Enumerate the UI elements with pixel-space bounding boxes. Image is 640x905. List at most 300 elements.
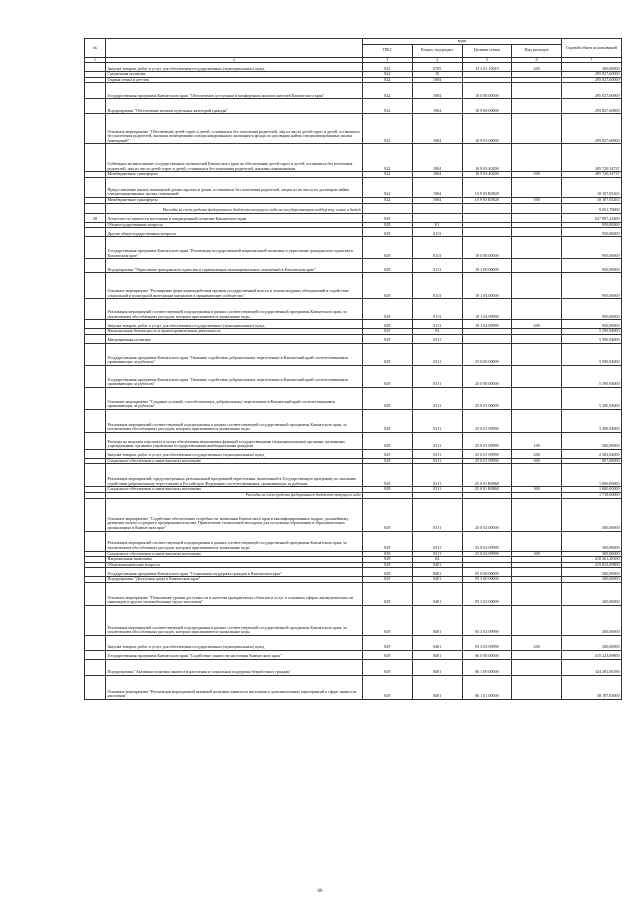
table-row xyxy=(85,568,622,577)
row-grbs: 829 xyxy=(363,458,413,464)
row-grbs: 829 xyxy=(363,635,413,650)
row-section: 0113 xyxy=(412,320,462,329)
row-name: Основное мероприятие "Повышение уровня доступности и качества приоритетных объектов и услуг в основных сферах жизнедеятельности инвалидов и других маломобильных групп населения" xyxy=(106,582,363,605)
row-article: 10 9 03 00000 xyxy=(462,114,512,144)
row-type xyxy=(512,334,562,343)
row-article: 25 0 01 09990 xyxy=(462,432,512,449)
row-sum: 415 223,09800 xyxy=(562,650,622,659)
row-sum: 300,00000 xyxy=(562,498,622,531)
row-section: 0401 xyxy=(412,650,462,659)
row-article: 05 3 02 09990 xyxy=(462,635,512,650)
row-name: Расходы за счет средств федерального бюджета текущего года xyxy=(106,492,363,498)
row-number: 28 xyxy=(85,213,106,222)
row-name: Государственная программа Камчатского края "Оказание содействия добровольному переселению в Камчатский край соотечественников, проживающих за рубежом" xyxy=(106,343,363,365)
row-grbs: 822 xyxy=(363,177,413,197)
row-grbs: 829 xyxy=(363,675,413,699)
row-section: 0113 xyxy=(412,259,462,273)
row-section: 0401 xyxy=(412,659,462,675)
table-row xyxy=(85,144,622,172)
table-row xyxy=(85,177,622,197)
row-sum: 324 281,06190 xyxy=(562,659,622,675)
row-name: Охрана семьи и детства xyxy=(106,77,363,83)
table-row xyxy=(85,114,622,144)
row-number xyxy=(85,343,106,365)
row-section: 1004 xyxy=(412,99,462,114)
row-name: Национальная экономика xyxy=(106,557,363,563)
header-num-2: 2 xyxy=(106,57,363,63)
row-article: 06 1 01 00000 xyxy=(462,675,512,699)
table-row xyxy=(85,320,622,329)
row-sum: 200,00000 xyxy=(562,582,622,605)
header-num-5: 5 xyxy=(462,57,512,63)
row-number xyxy=(85,83,106,99)
row-type xyxy=(512,299,562,320)
row-grbs: 829 xyxy=(363,320,413,329)
row-section: 0311 xyxy=(412,343,462,365)
row-grbs: 822 xyxy=(363,172,413,178)
row-grbs: 829 xyxy=(363,551,413,557)
row-number xyxy=(85,531,106,551)
row-grbs: 822 xyxy=(363,197,413,203)
row-sum: 1 800,00000 xyxy=(562,464,622,487)
row-section: 0401 xyxy=(412,577,462,583)
row-grbs: 829 xyxy=(363,343,413,365)
row-type xyxy=(512,659,562,675)
row-sum: 200,00000 xyxy=(562,577,622,583)
row-type xyxy=(512,464,562,487)
row-name: Расходы за счет средств федерального бюджета текущего года на государственную поддержку семьи и детей xyxy=(106,203,363,213)
row-article xyxy=(462,203,512,213)
table-row xyxy=(85,99,622,114)
row-grbs: 829 xyxy=(363,222,413,228)
row-name: Расходы на выплаты персоналу в целях обеспечения выполнения функций государственными (муниципальными) органами, казенными учреждениями, органами управления государственными внебюджетными фондами xyxy=(106,432,363,449)
row-sum: 10 107,05263 xyxy=(562,177,622,197)
row-section: 0401 xyxy=(412,568,462,577)
table-row xyxy=(85,531,622,551)
row-grbs: 829 xyxy=(363,299,413,320)
row-type: 500 xyxy=(512,197,562,203)
row-sum: 295 827,60000 xyxy=(562,99,622,114)
row-sum: 10 107,05263 xyxy=(562,197,622,203)
row-name: Социальное обеспечение и иные выплаты населению xyxy=(106,458,363,464)
row-name: Закупка товаров, работ и услуг для обеспечения государственных (муниципальных) нужд xyxy=(106,449,363,458)
row-grbs xyxy=(363,203,413,213)
row-name: Основное мероприятие "Содействие обеспечению потребности экономики Камчатского края в квалифицированных кадрах, дальнейшему развитию малого и среднего предпринимательства. Привлечение талантливой молодежи для получения образования в образовательных организациях в Камчатском крае" xyxy=(106,498,363,531)
row-number xyxy=(85,650,106,659)
row-type xyxy=(512,114,562,144)
row-type xyxy=(512,531,562,551)
row-type xyxy=(512,144,562,172)
row-name: Основное мероприятие "Реализация мероприятий активной политики занятости населения и дополнительных мероприятий в сфере занятости населения" xyxy=(106,675,363,699)
row-article: 10 9 03 R0820 xyxy=(462,197,512,203)
row-grbs: 822 xyxy=(363,83,413,99)
row-sum: 200,00000 xyxy=(562,605,622,635)
row-section xyxy=(412,213,462,222)
table-row xyxy=(85,635,622,650)
row-section: 0311 xyxy=(412,449,462,458)
row-sum: 950,00000 xyxy=(562,228,622,237)
row-grbs: 829 xyxy=(363,273,413,299)
row-grbs: 829 xyxy=(363,334,413,343)
row-sum: 295 827,60000 xyxy=(562,114,622,144)
row-name: Государственная программа Камчатского края "Социальная поддержка граждан в Камчатском крае" xyxy=(106,568,363,577)
header-num-1: 1 xyxy=(85,57,106,63)
row-section: 01 xyxy=(412,222,462,228)
table-row xyxy=(85,582,622,605)
row-grbs: 829 xyxy=(363,365,413,387)
row-sum: 295 827,60000 xyxy=(562,83,622,99)
row-name: Предоставление жилых помещений детям-сиротам и детям, оставшимся без попечения родителей, лицам из их числа по договорам найма специализированных жилых помещений xyxy=(106,177,363,197)
row-section: 0401 xyxy=(412,675,462,699)
row-sum: 3 490,94000 xyxy=(562,409,622,432)
row-article: 10 9 00 00000 xyxy=(462,99,512,114)
row-article: 19 1 00 00000 xyxy=(462,259,512,273)
row-grbs: 829 xyxy=(363,605,413,635)
row-type: 200 xyxy=(512,63,562,72)
row-sum: 285 720,54737 xyxy=(562,144,622,172)
row-number xyxy=(85,432,106,449)
row-section: 0311 xyxy=(412,498,462,531)
row-number xyxy=(85,605,106,635)
row-type xyxy=(512,343,562,365)
row-name: Подпрограмма "Доступная среда в Камчатском крае" xyxy=(106,577,363,583)
row-number xyxy=(85,365,106,387)
row-article: 19 1 04 09990 xyxy=(462,320,512,329)
header-grbs: ГРБС xyxy=(363,44,413,57)
row-sum: 285 720,54737 xyxy=(562,172,622,178)
header-codes: коды xyxy=(363,39,562,45)
row-type: 200 xyxy=(512,635,562,650)
table-row xyxy=(85,659,622,675)
row-type xyxy=(512,568,562,577)
row-sum: 950,00000 xyxy=(562,320,622,329)
row-section: 0401 xyxy=(412,562,462,568)
header-num-4: 4 xyxy=(412,57,462,63)
row-number xyxy=(85,334,106,343)
row-type: 200 xyxy=(512,320,562,329)
row-name: Закупка товаров, работ и услуг для обеспечения государственных (муниципальных) нужд xyxy=(106,320,363,329)
row-name: Основное мероприятие "Обеспечение детей-сирот и детей, оставшихся без попечения родителей, лиц из числа детей-сирот и детей, оставшихся без попечения родителей, жилыми помещениями специализированного жилищного фонда по договорам найма специализированных жилых помещений" xyxy=(106,114,363,144)
row-number xyxy=(85,273,106,299)
row-section: 0311 xyxy=(412,365,462,387)
row-name: Межбюджетные трансферты xyxy=(106,197,363,203)
row-name: Реализация мероприятий, предусмотренных региональной программой переселения, включенной в Государственную программу по оказанию содействия добровольному переселению в Российскую Федерацию соотечественников, проживающих за рубежом xyxy=(106,464,363,487)
row-sum: 415 823,09800 xyxy=(562,562,622,568)
row-name: Миграционная политика xyxy=(106,334,363,343)
header-type: Вид расходов xyxy=(512,44,562,57)
row-sum: 295 827,60000 xyxy=(562,77,622,83)
row-sum: 38 197,83000 xyxy=(562,675,622,699)
row-number xyxy=(85,177,106,197)
row-article: 06 1 00 00000 xyxy=(462,659,512,675)
table-row xyxy=(85,498,622,531)
row-type xyxy=(512,273,562,299)
row-name: Общегосударственные вопросы xyxy=(106,222,363,228)
row-name: Реализация мероприятий соответствующей подпрограммы в рамках соответствующей государственной программы Камчатского края, за исключением обособленных расходов, которым присваиваются уникальные коды xyxy=(106,409,363,432)
row-section: 0311 xyxy=(412,458,462,464)
row-sum: 950,00000 xyxy=(562,273,622,299)
table-row xyxy=(85,299,622,320)
row-grbs: 829 xyxy=(363,432,413,449)
row-name: Социальное обеспечение и иные выплаты населению xyxy=(106,551,363,557)
row-sum: 950,00000 xyxy=(562,237,622,259)
row-section: 0311 xyxy=(412,487,462,493)
header-num-7: 7 xyxy=(562,57,622,63)
row-sum: 1 800,00000 xyxy=(562,487,622,493)
row-number xyxy=(85,299,106,320)
table-body xyxy=(85,63,622,700)
header-num-3: 3 xyxy=(363,57,413,63)
row-name: Реализация мероприятий соответствующей подпрограммы в рамках соответствующей государственной программы Камчатского края, за исключением обособленных расходов, которым присваиваются уникальные коды xyxy=(106,299,363,320)
row-grbs: 829 xyxy=(363,650,413,659)
table-row xyxy=(85,334,622,343)
row-section: 0311 xyxy=(412,409,462,432)
row-section: 0113 xyxy=(412,237,462,259)
table-row xyxy=(85,365,622,387)
row-grbs: 822 xyxy=(363,77,413,83)
table-row xyxy=(85,259,622,273)
row-section: 1004 xyxy=(412,172,462,178)
row-article: 25 0 01 09990 xyxy=(462,458,512,464)
row-grbs: 829 xyxy=(363,557,413,563)
row-article: 05 3 02 09990 xyxy=(462,605,512,635)
row-grbs: 822 xyxy=(363,144,413,172)
table-row xyxy=(85,675,622,699)
row-grbs: 829 xyxy=(363,659,413,675)
row-type: 100 xyxy=(512,432,562,449)
row-number xyxy=(85,237,106,259)
row-type: 300 xyxy=(512,487,562,493)
row-sum: 300,00000 xyxy=(562,531,622,551)
row-type xyxy=(512,177,562,197)
row-type xyxy=(512,387,562,409)
row-section: 1004 xyxy=(412,114,462,144)
row-article: 10 9 03 R0820 xyxy=(462,177,512,197)
row-name: Закупка товаров, работ и услуг для обеспечения государственных (муниципальных) нужд xyxy=(106,63,363,72)
row-type xyxy=(512,409,562,432)
row-article: 25 0 01 00000 xyxy=(462,387,512,409)
row-sum: 200,00000 xyxy=(562,432,622,449)
row-section: 0311 xyxy=(412,531,462,551)
row-grbs: 829 xyxy=(363,449,413,458)
row-name: Национальная безопасность и правоохранительная деятельность xyxy=(106,329,363,335)
row-name: Агентство по занятости населения и миграционной политике Камчатского края xyxy=(106,213,363,222)
row-article xyxy=(462,213,512,222)
row-section: 0401 xyxy=(412,605,462,635)
row-article: 05 0 00 00000 xyxy=(462,568,512,577)
row-section: 04 xyxy=(412,557,462,563)
row-name: Другие общегосударственные вопросы xyxy=(106,228,363,237)
row-sum: 950,00000 xyxy=(562,222,622,228)
row-number xyxy=(85,659,106,675)
row-section: 0311 xyxy=(412,464,462,487)
row-number xyxy=(85,259,106,273)
row-name: Государственная программа Камчатского края "Реализация государственной национальной политики и укрепление гражданского единства в Камчатском крае" xyxy=(106,237,363,259)
row-grbs: 829 xyxy=(363,582,413,605)
row-sum: 418 261,28100 xyxy=(562,557,622,563)
table-row xyxy=(85,83,622,99)
row-sum: 295 827,60000 xyxy=(562,72,622,78)
row-grbs: 829 xyxy=(363,387,413,409)
table-row xyxy=(85,605,622,635)
row-sum: 5 590,94000 xyxy=(562,365,622,387)
row-grbs: 822 xyxy=(363,63,413,72)
row-name: Основное мероприятие "Создание условий, способствующих добровольному переселению в Камчатский край соотечественников, проживающих за рубежом" xyxy=(106,387,363,409)
row-section: 03 xyxy=(412,329,462,335)
row-section: 1004 xyxy=(412,197,462,203)
row-article: 06 0 00 00000 xyxy=(462,650,512,659)
row-article: 25 0 02 00000 xyxy=(462,498,512,531)
budget-table xyxy=(84,38,622,700)
row-name: Субвенции на выполнение государственных полномочий Камчатского края по обеспечению детей-сирот и детей, оставшихся без попечения родителей, лиц из числа детей-сирот и детей, оставшихся без попечения родителей, жилыми помещениями xyxy=(106,144,363,172)
table-row xyxy=(85,343,622,365)
row-type: 200 xyxy=(512,449,562,458)
row-grbs: 829 xyxy=(363,498,413,531)
row-grbs: 829 xyxy=(363,568,413,577)
row-grbs: 822 xyxy=(363,72,413,78)
table-row xyxy=(85,650,622,659)
row-sum: 950,00000 xyxy=(562,259,622,273)
row-number xyxy=(85,387,106,409)
header-section: Раздел, под-раздел xyxy=(412,44,462,57)
row-type xyxy=(512,213,562,222)
row-type xyxy=(512,675,562,699)
row-type: 500 xyxy=(512,172,562,178)
table-row xyxy=(85,213,622,222)
table-row xyxy=(85,63,622,72)
row-article: 10 9 03 40290 xyxy=(462,144,512,172)
row-article: 10 0 00 00000 xyxy=(462,83,512,99)
header-sum: Годовой объем ассигнований xyxy=(562,39,622,58)
row-name: Общеэкономические вопросы xyxy=(106,562,363,568)
row-type: 300 xyxy=(512,551,562,557)
row-section: 0401 xyxy=(412,582,462,605)
header-num-6: 6 xyxy=(512,57,562,63)
row-article: 19 1 04 09990 xyxy=(462,299,512,320)
table-row xyxy=(85,228,622,237)
row-grbs: 829 xyxy=(363,464,413,487)
row-number xyxy=(85,635,106,650)
row-number xyxy=(85,675,106,699)
row-article xyxy=(462,228,512,237)
row-type xyxy=(512,203,562,213)
row-number xyxy=(85,114,106,144)
row-section: 0311 xyxy=(412,387,462,409)
row-type xyxy=(512,259,562,273)
row-name: Межбюджетные трансферты xyxy=(106,172,363,178)
row-number xyxy=(85,498,106,531)
row-number xyxy=(85,99,106,114)
row-grbs: 829 xyxy=(363,577,413,583)
row-sum: 200,00000 xyxy=(562,635,622,650)
row-article: 05 3 00 00000 xyxy=(462,577,512,583)
row-sum: 300,00000 xyxy=(562,63,622,72)
row-type xyxy=(512,605,562,635)
row-article: 25 0 01 R0860 xyxy=(462,487,512,493)
table-row xyxy=(85,387,622,409)
row-section: 0311 xyxy=(412,334,462,343)
row-grbs: 822 xyxy=(363,114,413,144)
row-sum: 5 290,94000 xyxy=(562,387,622,409)
row-grbs: 829 xyxy=(363,228,413,237)
header-name xyxy=(106,39,363,58)
row-number xyxy=(85,203,106,213)
row-article: 25 0 02 09990 xyxy=(462,551,512,557)
row-section: 0113 xyxy=(412,228,462,237)
row-article: 19 1 04 00000 xyxy=(462,273,512,299)
row-type xyxy=(512,582,562,605)
header-no: № xyxy=(85,39,106,58)
row-name: Закупка товаров, работ и услуг для обеспечения государственных (муниципальных) нужд xyxy=(106,635,363,650)
row-number xyxy=(85,582,106,605)
row-article: 25 0 01 09990 xyxy=(462,409,512,432)
row-section: 1004 xyxy=(412,177,462,197)
row-grbs: 829 xyxy=(363,329,413,335)
row-type: 300 xyxy=(512,458,562,464)
row-article xyxy=(462,334,512,343)
row-name: Подпрограмма "Укрепление гражданского единства и гармонизация межнациональных отношений в Камчатском крае" xyxy=(106,259,363,273)
row-article: 25 0 01 09990 xyxy=(462,449,512,458)
row-section: 0401 xyxy=(412,635,462,650)
row-sum: 5 590,94000 xyxy=(562,343,622,365)
row-number xyxy=(85,63,106,72)
row-name: Основное мероприятие "Расширение форм взаимодействия органов государственной власти и этнокультурных объединений и содействие социальной и культурной интеграции мигрантов в принимающее сообщество" xyxy=(106,273,363,299)
row-sum: 5 590,94000 xyxy=(562,329,622,335)
row-number xyxy=(85,464,106,487)
row-article: 25 0 01 R0860 xyxy=(462,464,512,487)
row-sum: 2 383,94000 xyxy=(562,449,622,458)
row-section: 1004 xyxy=(412,83,462,99)
row-sum: 627 897,22400 xyxy=(562,213,622,222)
row-section: 0113 xyxy=(412,299,462,320)
row-grbs: 829 xyxy=(363,237,413,259)
row-name: Государственная программа Камчатского края "Обеспечение доступным и комфортным жильем жителей Камчатского края" xyxy=(106,83,363,99)
row-name: Подпрограмма "Активная политика занятости населения и социальная поддержка безработных граждан" xyxy=(106,659,363,675)
row-grbs: 829 xyxy=(363,487,413,493)
row-type xyxy=(512,228,562,237)
row-section: 10 xyxy=(412,72,462,78)
row-number xyxy=(85,144,106,172)
row-section xyxy=(412,203,462,213)
page-number: 66 xyxy=(317,889,323,894)
row-sum: 300,00000 xyxy=(562,551,622,557)
row-name: Социальная политика xyxy=(106,72,363,78)
row-sum: 200,00000 xyxy=(562,568,622,577)
table-row xyxy=(85,449,622,458)
row-type xyxy=(512,650,562,659)
table-row xyxy=(85,409,622,432)
row-number xyxy=(85,409,106,432)
table-row xyxy=(85,464,622,487)
row-section: 0311 xyxy=(412,551,462,557)
row-type xyxy=(512,99,562,114)
row-section: 1004 xyxy=(412,144,462,172)
row-sum: 907,00000 xyxy=(562,458,622,464)
row-article: 25 0 02 09990 xyxy=(462,531,512,551)
table-row xyxy=(85,432,622,449)
header-article: Целевая статья xyxy=(462,44,512,57)
row-grbs: 829 xyxy=(363,409,413,432)
row-name: Социальное обеспечение и иные выплаты населению xyxy=(106,487,363,493)
row-sum: 5 590,94000 xyxy=(562,334,622,343)
row-name: Подпрограмма "Обеспечение жильем отдельных категорий граждан" xyxy=(106,99,363,114)
row-number xyxy=(85,320,106,329)
budget-table-sheet xyxy=(84,38,622,700)
row-article: 19 0 00 00000 xyxy=(462,237,512,259)
row-name: Реализация мероприятий соответствующей подпрограммы в рамках соответствующей государственной программы Камчатского края, за исключением обособленных расходов, которым присваиваются уникальные коды xyxy=(106,531,363,551)
row-number xyxy=(85,228,106,237)
row-type xyxy=(512,498,562,531)
